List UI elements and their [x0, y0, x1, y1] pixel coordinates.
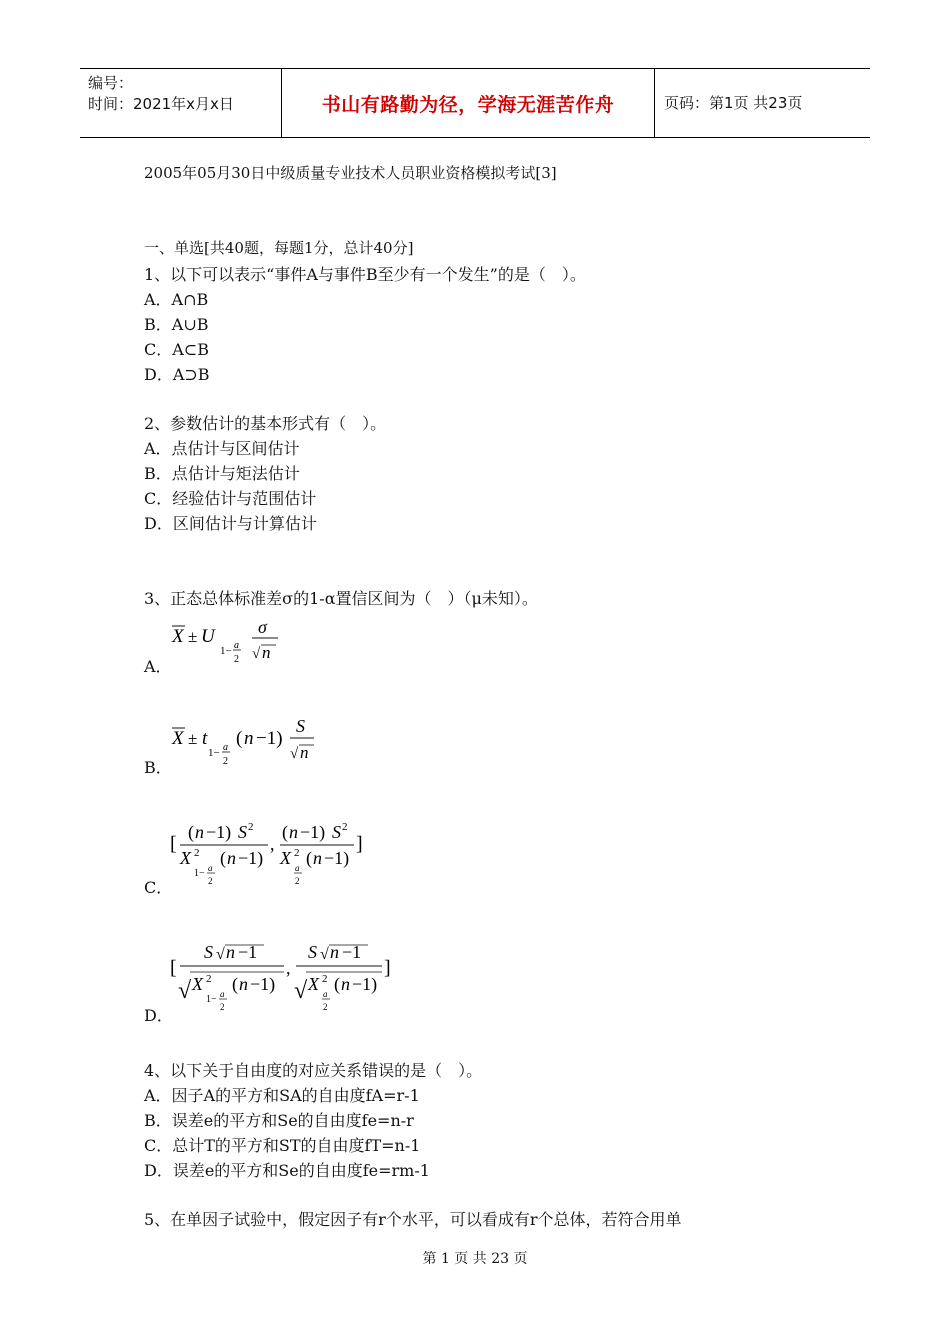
question-2-option-a: A．点估计与区间估计: [144, 439, 300, 458]
question-2-option-d: D．区间估计与计算估计: [144, 514, 317, 533]
header-divider: [281, 69, 282, 137]
svg-text:−1): −1): [238, 848, 264, 868]
svg-text:[: [: [170, 957, 177, 979]
svg-text:2: 2: [294, 847, 300, 859]
svg-text:a: a: [220, 989, 225, 999]
header-meta: [88, 73, 234, 115]
question-2-option-b: B．点估计与矩法估计: [144, 464, 300, 483]
svg-text:(: (: [220, 848, 226, 868]
svg-text:(: (: [188, 822, 194, 842]
svg-text:1−: 1−: [206, 994, 217, 1005]
page-footer: 第 1 页 共 23 页: [422, 1251, 528, 1267]
svg-text:a: a: [323, 989, 328, 999]
question-1-option-d: D．A⊃B: [144, 365, 210, 384]
question-4-option-a: A．因子A的平方和SA的自由度fA=r-1: [144, 1086, 420, 1105]
question-1-option-a: A．A∩B: [144, 290, 209, 309]
svg-text:2: 2: [206, 973, 212, 985]
svg-text:√: √: [290, 746, 299, 762]
formula-c: [168, 812, 378, 892]
svg-text:U: U: [201, 626, 215, 647]
svg-text:1−: 1−: [208, 747, 220, 759]
svg-text:S: S: [296, 716, 305, 736]
svg-text:−1): −1): [256, 728, 283, 749]
svg-text:n: n: [195, 822, 204, 842]
question-2-stem: 2、参数估计的基本形式有（ ）。: [144, 414, 387, 433]
svg-text:n: n: [313, 848, 322, 868]
svg-text:√: √: [252, 646, 261, 662]
svg-text:2: 2: [342, 821, 348, 833]
svg-text:2: 2: [322, 973, 328, 985]
svg-text:√: √: [320, 946, 329, 963]
time-label: 时间：2021年x月x日: [88, 95, 234, 113]
svg-text:S: S: [204, 942, 213, 962]
svg-text:[: [: [170, 833, 177, 855]
svg-text:(: (: [232, 974, 238, 994]
svg-text:,: ,: [286, 958, 291, 978]
svg-text:2: 2: [234, 654, 239, 665]
svg-text:S: S: [238, 822, 247, 842]
svg-text:n: n: [330, 942, 339, 962]
svg-text:σ: σ: [258, 617, 267, 637]
formula-a: [168, 612, 298, 672]
question-1-stem: 1、以下可以表示“事件A与事件B至少有一个发生”的是（ ）。: [144, 265, 586, 284]
section-heading: 一、单选[共40题，每题1分，总计40分]: [144, 239, 414, 257]
svg-text:1−: 1−: [194, 868, 205, 879]
svg-text:±: ±: [188, 627, 198, 646]
page-info: 页码：第1页 共23页: [664, 94, 803, 112]
formula-b: [168, 712, 338, 772]
svg-text:√: √: [178, 978, 192, 1004]
formula-d: [168, 932, 408, 1022]
svg-text:2: 2: [323, 1002, 328, 1012]
svg-text:X: X: [180, 848, 191, 868]
header-divider: [654, 69, 655, 137]
svg-text:−1): −1): [352, 974, 378, 994]
question-4-stem: 4、以下关于自由度的对应关系错误的是（ ）。: [144, 1061, 483, 1080]
svg-text:n: n: [262, 643, 271, 662]
svg-text:]: ]: [356, 833, 363, 855]
question-3-option-c: C．: [144, 878, 173, 897]
svg-text:n: n: [244, 728, 254, 749]
svg-text:1−: 1−: [220, 645, 232, 657]
svg-text:(: (: [334, 974, 340, 994]
svg-text:n: n: [226, 942, 235, 962]
question-1-option-b: B．A∪B: [144, 315, 209, 334]
svg-text:S: S: [332, 822, 341, 842]
svg-text:a: a: [234, 640, 239, 651]
svg-text:a: a: [223, 742, 228, 753]
question-2-option-c: C．经验估计与范围估计: [144, 489, 317, 508]
svg-text:n: n: [227, 848, 236, 868]
svg-text:±: ±: [188, 729, 198, 748]
svg-text:n: n: [239, 974, 248, 994]
svg-text:2: 2: [223, 756, 228, 767]
document-header: [80, 68, 870, 138]
svg-text:√: √: [294, 978, 308, 1004]
svg-text:2: 2: [295, 876, 300, 886]
svg-text:−1): −1): [324, 848, 350, 868]
svg-text:X: X: [192, 974, 203, 994]
svg-text:2: 2: [194, 847, 200, 859]
svg-text:]: ]: [384, 957, 391, 979]
question-3-option-d: D．: [144, 1006, 173, 1025]
svg-text:(: (: [236, 728, 243, 749]
svg-text:,: ,: [270, 834, 275, 854]
question-4-option-c: C．总计T的平方和ST的自由度fT=n-1: [144, 1136, 421, 1155]
svg-text:a: a: [295, 863, 300, 873]
svg-text:−1: −1: [342, 942, 362, 962]
question-1-option-c: C．A⊂B: [144, 340, 209, 359]
svg-text:√: √: [216, 946, 225, 963]
svg-text:a: a: [208, 863, 213, 873]
svg-text:n: n: [300, 743, 309, 762]
question-4-option-b: B．误差e的平方和Se的自由度fe=n-r: [144, 1111, 414, 1130]
svg-text:X: X: [172, 728, 184, 749]
svg-text:t: t: [202, 728, 208, 749]
svg-text:−1): −1): [300, 822, 326, 842]
svg-text:2: 2: [220, 1002, 225, 1012]
svg-text:−1: −1: [238, 942, 258, 962]
code-label: 编号：: [88, 74, 134, 92]
svg-text:−1): −1): [206, 822, 232, 842]
question-3-option-a: A．: [144, 657, 172, 676]
motto: 书山有路勤为径，学海无涯苦作舟: [321, 94, 615, 116]
svg-text:X: X: [172, 626, 184, 647]
svg-text:S: S: [308, 942, 317, 962]
question-5-stem: 5、在单因子试验中，假定因子有r个水平，可以看成有r个总体，若符合用单: [144, 1210, 682, 1229]
svg-text:2: 2: [248, 821, 254, 833]
svg-text:X: X: [308, 974, 319, 994]
question-4-option-d: D．误差e的平方和Se的自由度fe=rm-1: [144, 1161, 430, 1180]
document-title: 2005年05月30日中级质量专业技术人员职业资格模拟考试[3]: [144, 164, 557, 182]
svg-text:n: n: [289, 822, 298, 842]
svg-text:(: (: [282, 822, 288, 842]
svg-text:(: (: [306, 848, 312, 868]
question-3-option-b: B．: [144, 758, 172, 777]
svg-text:n: n: [341, 974, 350, 994]
svg-text:2: 2: [208, 876, 213, 886]
svg-text:X: X: [280, 848, 291, 868]
svg-text:−1): −1): [250, 974, 276, 994]
question-3-stem: 3、正态总体标准差σ的1-α置信区间为（ ）（μ未知）。: [144, 589, 538, 608]
